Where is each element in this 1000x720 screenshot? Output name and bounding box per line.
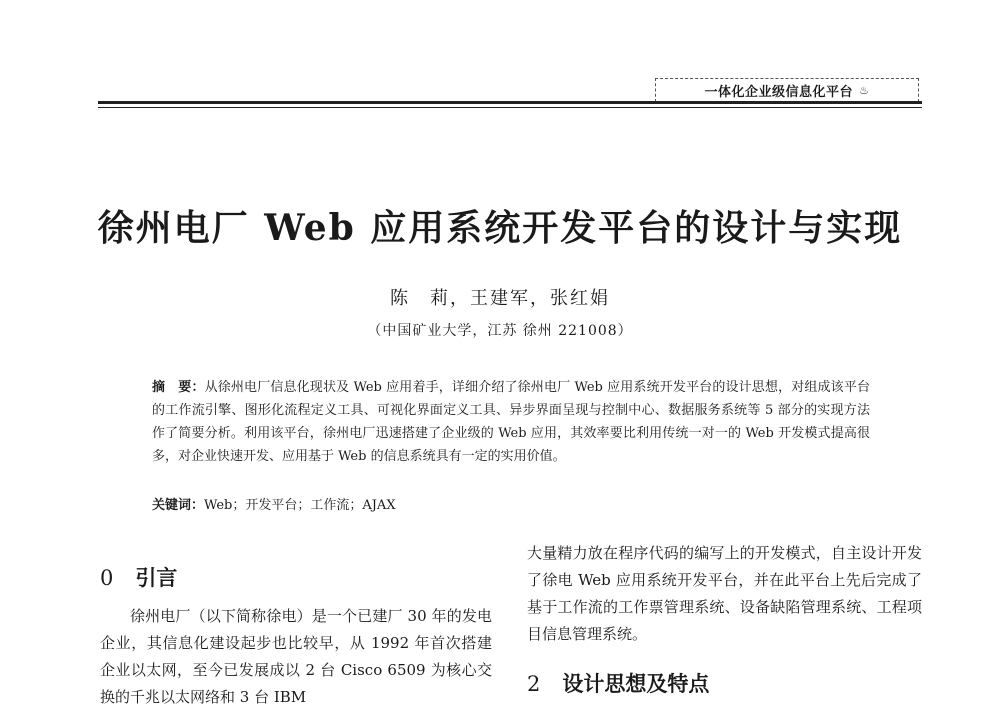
keywords-label: 关键词： (152, 498, 205, 513)
section-heading-design (527, 668, 709, 698)
keywords-block (152, 494, 870, 517)
abstract-text: 从徐州电厂信息化现状及 Web 应用着手，详细介绍了徐州电厂 Web 应用系统开发平台的设计思想，对组成该平台的工作流引擎、图形化流程定义工具、可视化界面定义工具、异步界面呈现与控制中心、数据服务系统等 5 部分的实现方法作了简要分析。利用该平台，徐州电厂迅速搭建了企业级的 Web 应用，其效率要比利用传统一对一的 Web 开发模式提高很多，对企业快速开发、应用基于 Web 的信息系统具有一定的实用价值。 (152, 380, 870, 464)
keywords-text: Web；开发平台；工作流；AJAX (204, 498, 396, 513)
body-right-column: 大量精力放在程序代码的编写上的开发模式，自主设计开发了徐电 Web 应用系统开发平台，并在此平台上先后完成了基于工作流的工作票管理系统、设备缺陷管理系统、工程项目信息管理系统。 (527, 544, 922, 643)
journal-logo-icon: ♨ (859, 83, 870, 97)
journal-section-header (655, 78, 919, 102)
abstract-block (152, 376, 870, 468)
abstract-label: 摘 要： (152, 380, 205, 395)
paper-authors: 陈 莉，王建军，张红娟 (390, 288, 610, 309)
header-rule-thin (98, 107, 922, 108)
body-left-column: 徐州电厂（以下简称徐电）是一个已建厂 30 年的发电企业，其信息化建设起步也比较早，从 1992 年首次搭建企业以太网，至今已发展成以 2 台 Cisco 6509 为核心交换的千兆以太网络和 3 台 IBM (100, 607, 492, 706)
header-rule-thick (98, 101, 922, 104)
journal-section-label: 一体化企业级信息化平台 (704, 84, 854, 100)
section-heading-intro (100, 562, 177, 592)
section-number: 2 (527, 672, 541, 696)
section-number: 0 (100, 566, 114, 590)
section-title: 设计思想及特点 (562, 672, 710, 696)
paper-affiliation: （中国矿业大学，江苏 徐州 221008） (367, 323, 633, 339)
paper-title: 徐州电厂 Web 应用系统开发平台的设计与实现 (97, 207, 903, 249)
section-title: 引言 (135, 566, 178, 590)
